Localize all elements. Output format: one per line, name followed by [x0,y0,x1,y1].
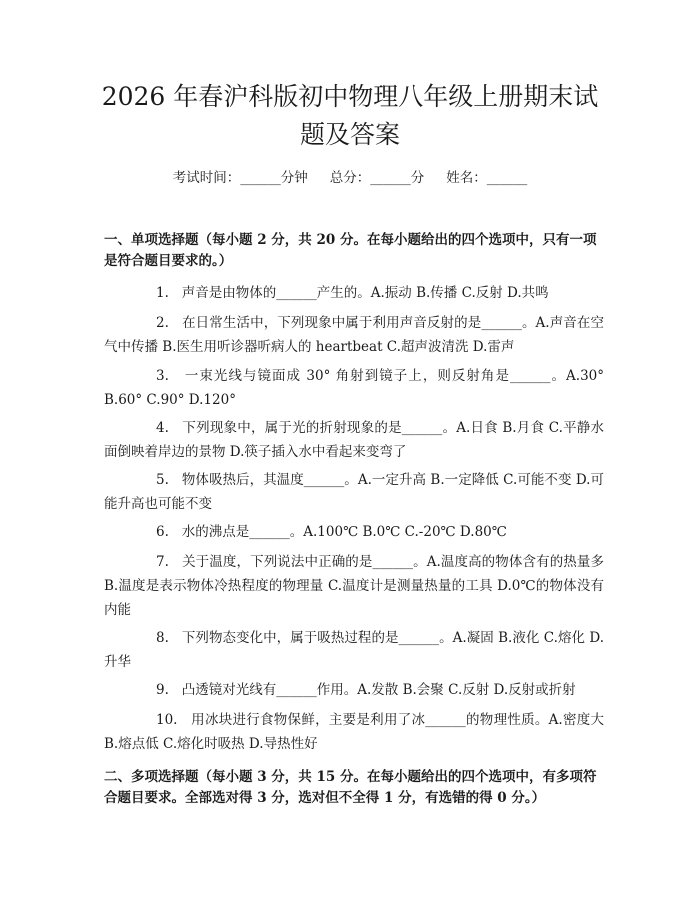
title-line-1: 2026 年春沪科版初中物理八年级上册期末试 [101,82,599,111]
question-text: 用冰块进行食物保鲜，主要是利用了冰______的物理性质。A.密度大 B.熔点低 C.熔化时吸热 D.导热性好 [104,712,604,752]
exam-time-field: 考试时间：______分钟 [172,170,308,186]
question-7 [104,550,604,622]
question-number: 9. [156,682,169,698]
question-number: 5. [156,472,169,488]
question-4 [104,416,604,464]
question-text: 关于温度，下列说法中正确的是______。A.温度高的物体含有的热量多 B.温度是表示物体冷热程度的物理量 C.温度计是测量热量的工具 D.0℃的物体没有内能 [104,554,604,618]
total-score-field: 总分：______分 [329,170,425,186]
question-number: 1. [156,285,169,301]
question-1 [104,281,604,305]
question-number: 2. [156,315,169,331]
page-title [60,78,640,154]
question-text: 水的沸点是______。A.100℃ B.0℃ C.-20℃ D.80℃ [181,524,507,540]
question-number: 4. [156,420,169,436]
title-line-2: 题及答案 [299,120,400,149]
section-1-heading: 一、单项选择题（每小题 2 分，共 20 分。在每小题给出的四个选项中，只有一项是符合题目要求的。） [104,232,597,269]
question-number: 10. [156,712,178,728]
question-text: 声音是由物体的______产生的。A.振动 B.传播 C.反射 D.共鸣 [181,285,549,301]
question-number: 3. [156,368,169,384]
question-3 [104,364,604,412]
question-number: 7. [156,554,169,570]
question-number: 8. [156,630,169,646]
question-2 [104,311,604,359]
question-6 [104,520,604,544]
question-9 [104,678,604,702]
question-8 [104,626,604,674]
question-text: 在日常生活中，下列现象中属于利用声音反射的是______。A.声音在空气中传播 B.医生用听诊器听病人的 heartbeat C.超声波清洗 D.雷声 [104,315,604,355]
question-text: 凸透镜对光线有______作用。A.发散 B.会聚 C.反射 D.反射或折射 [181,682,576,698]
question-number: 6. [156,524,169,540]
question-text: 物体吸热后，其温度______。A.一定升高 B.一定降低 C.可能不变 D.可能升高也可能不变 [104,472,604,512]
question-text: 一束光线与镜面成 30° 角射到镜子上，则反射角是______。A.30° B.60° C.90° D.120° [104,368,605,408]
question-text: 下列物态变化中，属于吸热过程的是______。A.凝固 B.液化 C.熔化 D.升华 [104,630,604,670]
student-name-field: 姓名：______ [446,170,528,186]
question-5 [104,468,604,516]
section-2-heading: 二、多项选择题（每小题 3 分，共 15 分。在每小题给出的四个选项中，有多项符合题目要求。全部选对得 3 分，选对但不全得 1 分，有选错的得 0 分。） [104,769,597,806]
question-text: 下列现象中，属于光的折射现象的是______。A.日食 B.月食 C.平静水面倒映着岸边的景物 D.筷子插入水中看起来变弯了 [104,420,604,460]
question-10 [104,708,604,756]
exam-meta [0,168,700,188]
